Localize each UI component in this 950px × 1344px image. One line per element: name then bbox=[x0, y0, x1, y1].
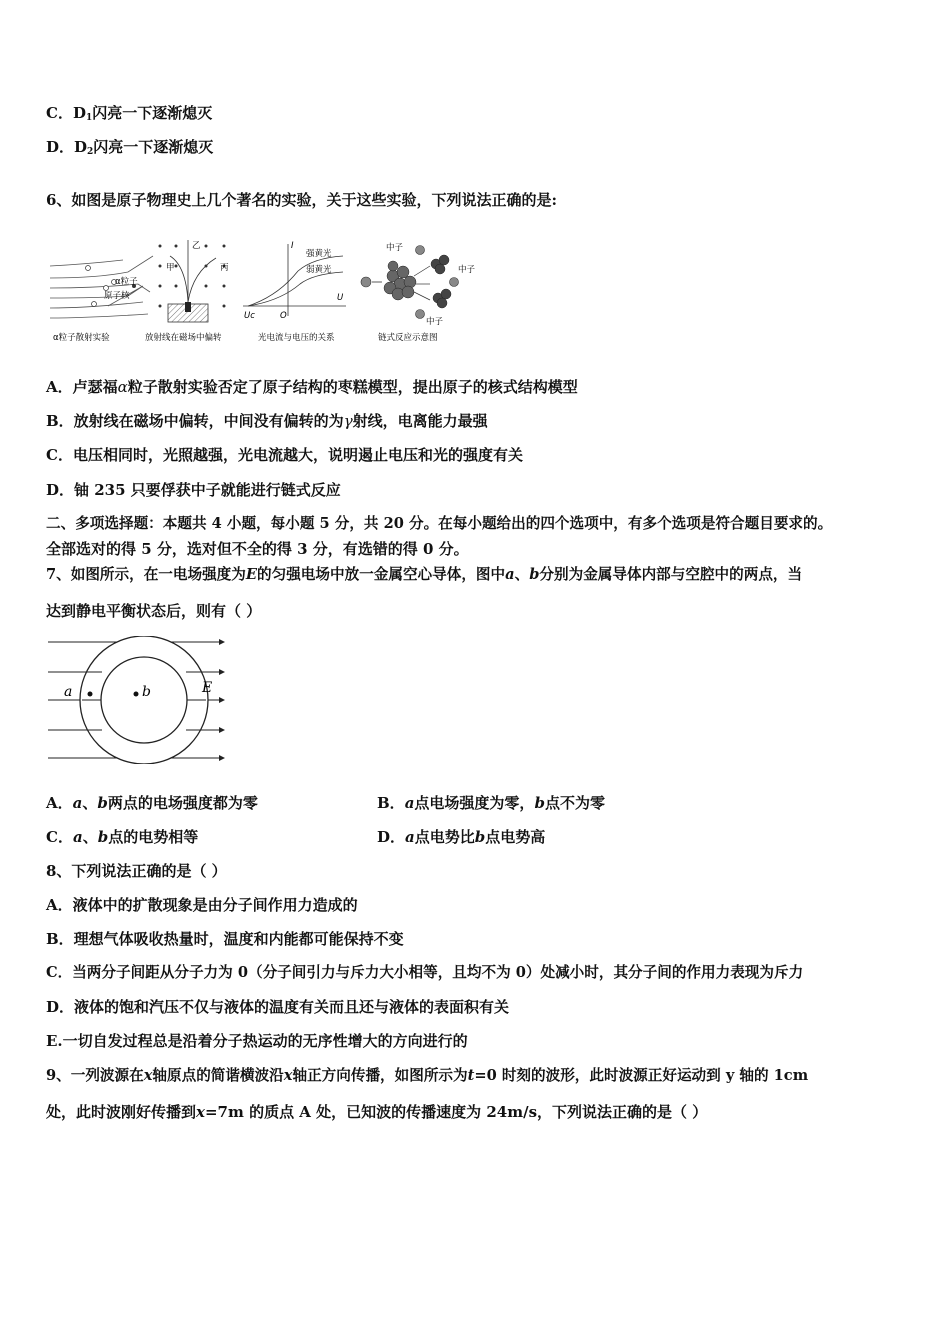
section2-line2: 全部选对的得 5 分，选对但不全的得 3 分，有选错的得 0 分。 bbox=[46, 540, 469, 558]
label-jia: 甲 bbox=[166, 263, 175, 273]
q7-option-a: A．a、b两点的电场强度都为零 bbox=[46, 794, 258, 812]
q5-option-d: D．$D_2$闪亮一下逐渐熄灭 bbox=[46, 138, 214, 157]
q6-option-b: B．放射线在磁场中偏转，中间没有偏转的为γ射线，电离能力最强 bbox=[46, 412, 488, 430]
axis-label-u: U bbox=[337, 293, 344, 303]
section2-line1: 二、多项选择题：本题共 4 小题，每小题 5 分，共 20 分。在每小题给出的四个选项中，有多个选项是符合题目要求的。 bbox=[46, 515, 833, 532]
alpha-scattering-diagram bbox=[50, 256, 153, 318]
q8-option-a: A．液体中的扩散现象是由分子间作用力造成的 bbox=[46, 896, 358, 914]
weak-light-label: 弱黄光 bbox=[306, 265, 332, 275]
axis-label-i: I bbox=[291, 241, 294, 251]
stopping-voltage-label: Uc bbox=[244, 311, 255, 321]
q7-option-c: C．a、b点的电势相等 bbox=[46, 828, 199, 846]
q6-stem: 6、如图是原子物理史上几个著名的实验，关于这些实验，下列说法正确的是: bbox=[46, 191, 557, 209]
neutron-label-right: 中子 bbox=[458, 265, 476, 275]
neutron-label-bottom: 中子 bbox=[426, 317, 444, 327]
caption-alpha-scattering: α粒子散射实验 bbox=[53, 333, 110, 343]
q6-figure bbox=[48, 236, 478, 346]
point-a bbox=[88, 692, 93, 697]
q5-option-c: C．$D_1$闪亮一下逐渐熄灭 bbox=[46, 104, 213, 123]
nucleus-label: 原子核 bbox=[104, 291, 130, 301]
q9-stem-line2: 处，此时波刚好传播到x=7m 的质点 A 处，已知波的传播速度为 24m/s，下列说法正确的是（ ） bbox=[46, 1103, 708, 1121]
caption-magnetic-deflection: 放射线在磁场中偏转 bbox=[145, 333, 222, 343]
label-a: a bbox=[64, 684, 73, 700]
caption-chain-reaction: 链式反应示意图 bbox=[378, 333, 438, 343]
q8-option-e: E.一切自发过程总是沿着分子热运动的无序性增大的方向进行的 bbox=[46, 1032, 468, 1050]
label-bing: 丙 bbox=[220, 263, 229, 273]
q6-option-a: A．卢瑟福α粒子散射实验否定了原子结构的枣糕模型，提出原子的核式结构模型 bbox=[46, 378, 578, 396]
point-b bbox=[134, 692, 139, 697]
q7-option-b: B．a点电场强度为零，b点不为零 bbox=[377, 794, 605, 812]
q7-conductor-figure bbox=[46, 636, 236, 764]
label-b: b bbox=[142, 684, 151, 700]
q8-stem: 8、下列说法正确的是（ ） bbox=[46, 862, 227, 880]
radiation-deflection-diagram bbox=[159, 240, 230, 322]
caption-photocurrent: 光电流与电压的关系 bbox=[258, 333, 335, 343]
q6-option-c: C．电压相同时，光照越强，光电流越大，说明遏止电压和光的强度有关 bbox=[46, 446, 523, 464]
photocurrent-graph bbox=[243, 241, 346, 321]
q7-stem-line1: 7、如图所示，在一电场强度为E的匀强电场中放一金属空心导体，图中a、b分别为金属导体内部与空腔中的两点，当 bbox=[46, 566, 803, 583]
label-e: E bbox=[202, 680, 213, 696]
q8-option-d: D．液体的饱和汽压不仅与液体的温度有关而且还与液体的表面积有关 bbox=[46, 998, 510, 1016]
q9-stem-line1: 9、一列波源在x轴原点的简谐横波沿x轴正方向传播，如图所示为t=0 时刻的波形，此时波源正好运动到 y 轴的 1cm bbox=[46, 1067, 809, 1084]
q6-option-d: D．铀 235 只要俘获中子就能进行链式反应 bbox=[46, 481, 341, 499]
q8-option-c: C．当两分子间距从分子力为 0（分子间引力与斥力大小相等，且均不为 0）处减小时，其分子间的作用力表现为斥力 bbox=[46, 964, 804, 981]
q7-stem-line2: 达到静电平衡状态后，则有（ ） bbox=[46, 602, 262, 620]
strong-light-label: 强黄光 bbox=[306, 249, 332, 259]
label-yi: 乙 bbox=[192, 241, 201, 251]
q8-option-b: B．理想气体吸收热量时，温度和内能都可能保持不变 bbox=[46, 930, 404, 948]
neutron-label-top: 中子 bbox=[386, 243, 404, 253]
origin-label: O bbox=[280, 311, 287, 321]
q7-option-d: D．a点电势比b点电势高 bbox=[377, 828, 546, 846]
alpha-particle-label: α粒子 bbox=[115, 277, 138, 287]
chain-reaction-diagram bbox=[361, 242, 476, 327]
